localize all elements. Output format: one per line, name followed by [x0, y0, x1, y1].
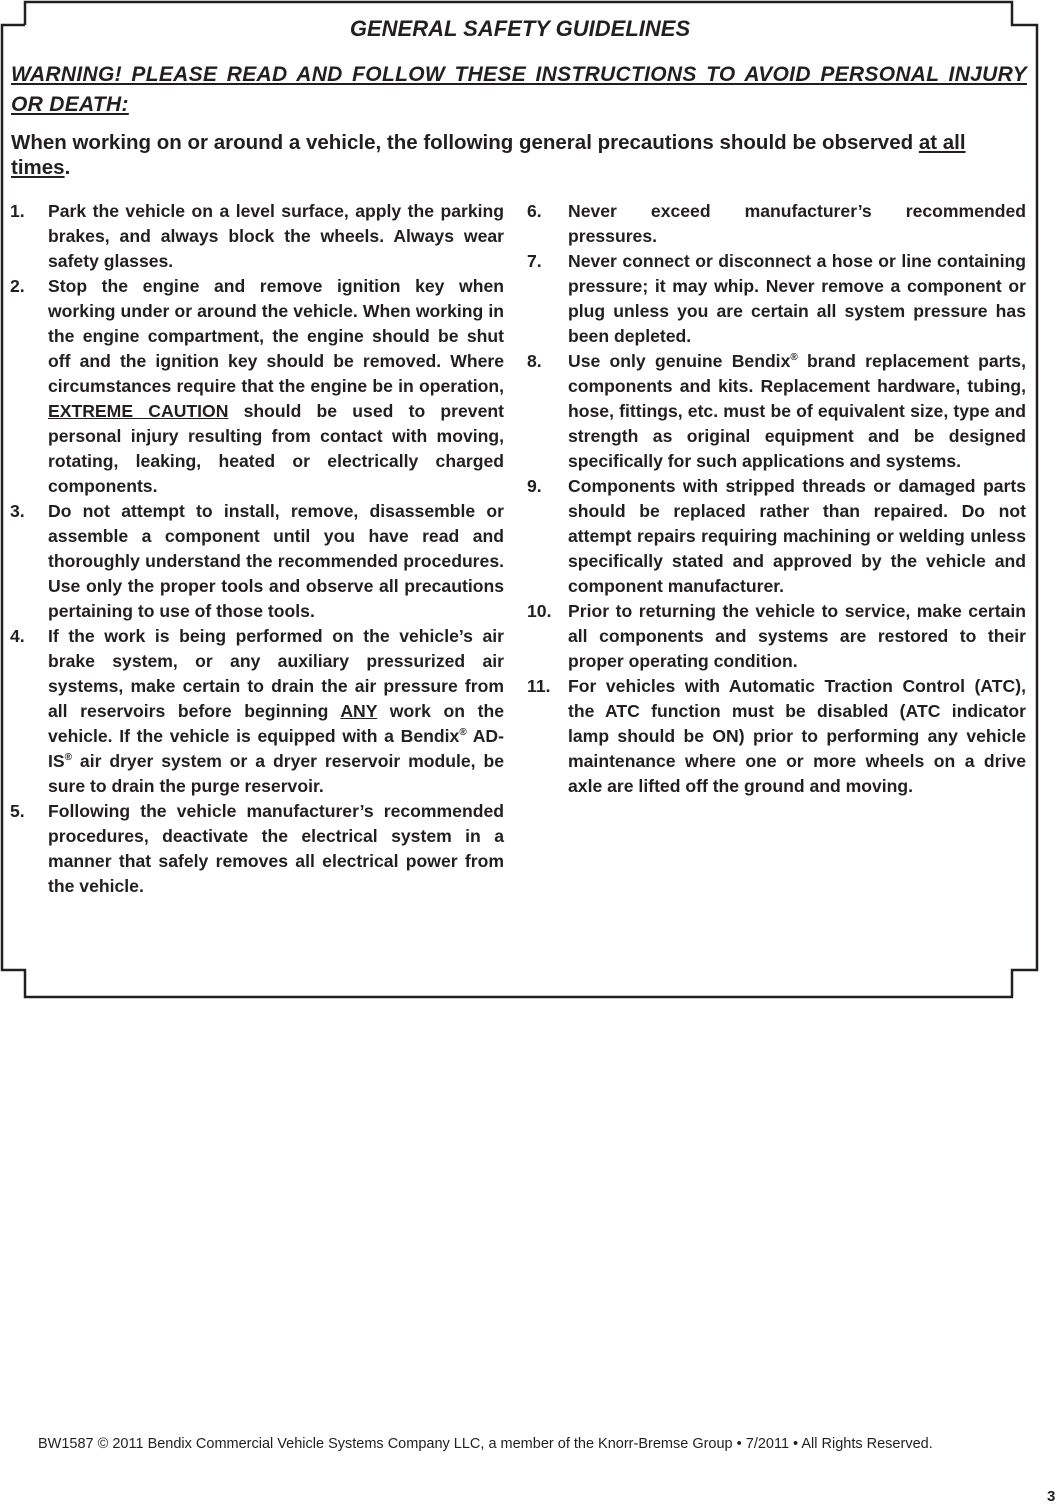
item-text: Prior to returning the vehicle to service, make certain all components and systems are restored to their proper operating condition.	[568, 601, 1026, 671]
guideline-item	[10, 199, 504, 274]
item-text: Never exceed manufacturer’s recommended pressures.	[568, 201, 1026, 246]
guideline-item	[527, 474, 1026, 599]
section-title: GENERAL SAFETY GUIDELINES	[349, 16, 691, 41]
guideline-item	[10, 799, 504, 899]
item-number: 3.	[10, 501, 25, 521]
warning-heading: WARNING! PLEASE READ AND FOLLOW THESE INSTRUCTIONS TO AVOID PERSONAL INJURY OR DEATH:	[11, 63, 1027, 116]
registered-mark: ®	[64, 752, 72, 764]
item-text: Park the vehicle on a level surface, apply the parking brakes, and always block the wheels. Always wear safety glasses.	[48, 201, 504, 271]
item-number: 6.	[527, 201, 542, 221]
item-number: 7.	[527, 251, 542, 271]
item-text: Stop the engine and remove ignition key when working under or around the vehicle. When working in the engine compartment, the engine should be shut off and the ignition key should be removed. Where circumstances require that the engine be in operation,	[48, 276, 504, 396]
guideline-item	[10, 274, 504, 499]
item-text: For vehicles with Automatic Traction Control (ATC), the ATC function must be disabled (ATC indicator lamp should be ON) prior to performing any vehicle maintenance where one or more wheels on a drive axle are lifted off the ground and moving.	[568, 676, 1026, 796]
guideline-item	[10, 499, 504, 624]
item-number: 5.	[10, 801, 25, 821]
page-number: 3	[1047, 1488, 1056, 1505]
item-text: EXTREME CAUTION	[48, 401, 229, 421]
item-number: 8.	[527, 351, 542, 371]
item-text: Never connect or disconnect a hose or line containing pressure; it may whip. Never remove a component or plug unless you are certain all system pressure has been depleted.	[568, 251, 1026, 346]
item-text: Use only genuine Bendix	[568, 351, 791, 371]
item-text: If the work is being performed on the vehicle’s air brake system, or any auxiliary pressurized air systems, make certain to drain the air pressure from all reservoirs before beginning	[48, 626, 504, 721]
item-text: Following the vehicle manufacturer’s recommended procedures, deactivate the electrical system in a manner that safely removes all electrical power from the vehicle.	[48, 801, 504, 896]
item-text: brand replacement parts, components and kits. Replacement hardware, tubing, hose, fittings, etc. must be of equivalent size, type and strength as original equipment and be designed specifically for such applications and systems.	[568, 351, 1026, 471]
guideline-item	[10, 624, 504, 799]
guideline-item	[527, 349, 1026, 474]
item-text: ANY	[340, 701, 378, 721]
item-text: should be used to prevent personal injury resulting from contact with moving, rotating, leaking, heated or electrically charged components.	[48, 401, 504, 496]
item-number: 1.	[10, 201, 25, 221]
guideline-item	[527, 249, 1026, 349]
registered-mark: ®	[459, 727, 467, 739]
item-number: 10.	[527, 601, 552, 621]
item-number: 9.	[527, 476, 542, 496]
item-text: work on the vehicle. If the vehicle is equipped with a Bendix	[48, 701, 504, 746]
item-text: AD-IS	[48, 726, 504, 771]
left-column	[10, 199, 504, 899]
item-text: Components with stripped threads or damaged parts should be replaced rather than repaired. Do not attempt repairs requiring machining or welding unless specifically stated and approved by the vehicle and component manufacturer.	[568, 476, 1026, 596]
guideline-item	[527, 199, 1026, 249]
item-number: 4.	[10, 626, 25, 646]
item-number: 2.	[10, 276, 25, 296]
item-text: air dryer system or a dryer reservoir module, be sure to drain the purge reservoir.	[48, 751, 504, 796]
item-number: 11.	[527, 676, 551, 696]
guideline-item	[527, 674, 1026, 799]
right-column	[527, 199, 1026, 799]
registered-mark: ®	[790, 352, 798, 364]
footer-copyright: BW1587 © 2011 Bendix Commercial Vehicle Systems Company LLC, a member of the Knorr-Bremse Group • 7/2011 • All Rights Reserved.	[38, 1436, 933, 1452]
intro-text: When working on or around a vehicle, the following general precautions should be observed at all times.	[11, 131, 966, 179]
item-text: Do not attempt to install, remove, disassemble or assemble a component until you have read and thoroughly understand the recommended procedures. Use only the proper tools and observe all precautions pertaining to use of those tools.	[48, 501, 504, 621]
guideline-item	[527, 599, 1026, 674]
